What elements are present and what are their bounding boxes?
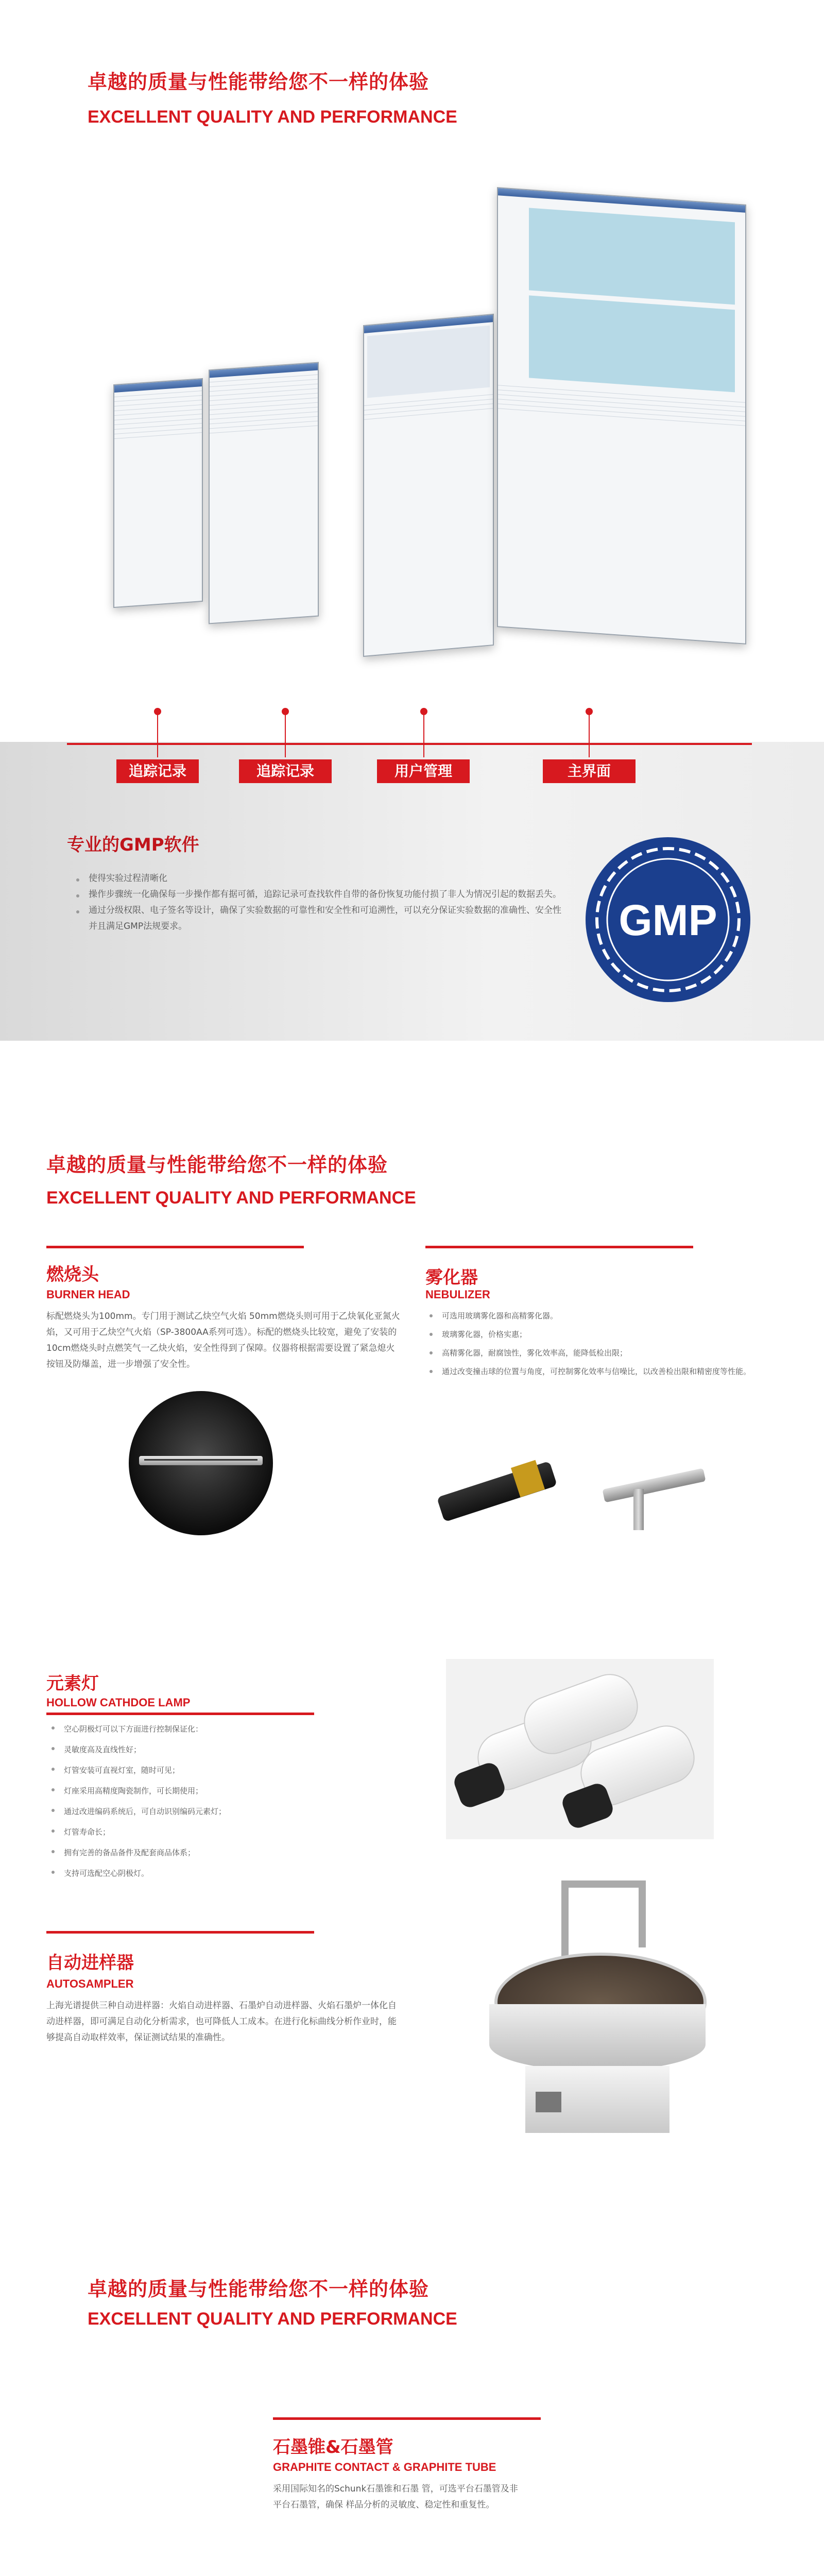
lamp-bullet: 空心阴极灯可以下方面进行控制保证化： [47, 1719, 408, 1739]
tag-stem-2 [285, 711, 286, 757]
nebulizer-subtitle: NEBULIZER [425, 1288, 490, 1301]
burner-text: 标配燃烧头为100mm。专门用于测试乙炔空气火焰 50mm燃烧头则可用于乙炔氧化亚氮火焰，又可用于乙炔空气火焰（SP-3800AA系列可选）。标配的燃烧头比较宽，避免了安装的10cm燃烧头时点燃笑气一乙炔火焰，安全性得到了保障。仪器将根据需要设置了紧急熄火按钮及防爆盖，进一步增强了安全性。 [46, 1311, 400, 1369]
section3-title-en: EXCELLENT QUALITY AND PERFORMANCE [88, 2309, 457, 2329]
screenshot-main-interface [497, 187, 746, 645]
lamp-bullet: 灯管安装可直视灯室，随时可见； [47, 1760, 408, 1781]
nebulizer-title: 雾化器 [425, 1267, 478, 1288]
graphite-title: 石墨锥&石墨管 [273, 2437, 393, 2458]
graphite-text: 采用国际知名的Schunk石墨锥和石墨 管，可选平台石墨管及非平台石墨管，确保 样品分析的灵敏度、稳定性和重复性。 [273, 2484, 518, 2510]
lamp-photo [446, 1659, 714, 1839]
nebulizer-bullet: 玻璃雾化器，价格实惠； [425, 1325, 755, 1344]
nebulizer-bullets [425, 1307, 755, 1381]
screenshot-tracking-1 [113, 378, 203, 608]
tag-stem-3 [423, 711, 424, 757]
lamp-underline [46, 1713, 314, 1715]
lamp-bullets [47, 1719, 408, 1884]
lamp-bullet: 通过改进编码系统后，可自动识别编码元素灯； [47, 1801, 408, 1822]
software-screenshots [103, 196, 752, 680]
lamp-bullet: 支持可选配空心阴极灯。 [47, 1863, 408, 1884]
tag-dot-3 [420, 708, 427, 715]
screenshot-tracking-2 [209, 362, 319, 624]
nebulizer-photo [438, 1458, 726, 1546]
burner-title: 燃烧头 [46, 1264, 99, 1285]
nebulizer-bullet: 通过改变撞击球的位置与角度，可控制雾化效率与信噪比，以改善检出限和精密度等性能。 [425, 1362, 755, 1381]
lamp-title: 元素灯 [46, 1673, 99, 1694]
screenshot-user-management [363, 314, 494, 657]
tag-dot-2 [282, 708, 289, 715]
section1-title-en: EXCELLENT QUALITY AND PERFORMANCE [88, 107, 457, 127]
tag-stem-1 [157, 711, 158, 757]
autosampler-photo [484, 1875, 716, 2143]
tag-dot-4 [586, 708, 593, 715]
tag-dot-1 [154, 708, 161, 715]
autosampler-title: 自动进样器 [46, 1953, 134, 1973]
autosampler-subtitle: AUTOSAMPLER [46, 1977, 134, 1990]
gmp-bullet: 通过分级权限、电子签名等设计，确保了实验数据的可靠性和安全性和可追溯性，可以充分保证实验数据的准确性、安全性并且满足GMP法规要求。 [72, 903, 561, 935]
gmp-badge-text: GMP [619, 896, 717, 944]
nebulizer-underline [425, 1246, 693, 1248]
autosampler-underline [46, 1931, 314, 1934]
section2-title-en: EXCELLENT QUALITY AND PERFORMANCE [46, 1188, 416, 1208]
lamp-bullet: 灯管寿命长； [47, 1822, 408, 1842]
tag-user-management: 用户管理 [377, 759, 470, 783]
lamp-bullet: 灯座采用高精度陶瓷制作，可长期使用； [47, 1781, 408, 1801]
burner-subtitle: BURNER HEAD [46, 1288, 130, 1301]
autosampler-text: 上海光谱提供三种自动进样器：火焰自动进样器、石墨炉自动进样器、火焰石墨炉一体化自动进样器，即可满足自动化分析需求，也可降低人工成本。在进行化标曲线分析作业时，能够提高自动取样效率，保证测试结果的准确性。 [46, 2001, 397, 2043]
burner-underline [46, 1246, 304, 1248]
gmp-bullet: 操作步骤统一化确保每一步操作都有据可循，追踪记录可查找软件自带的备份恢复功能付损了非人为情况引起的数据丢失。 [72, 887, 561, 903]
tag-main-interface: 主界面 [543, 759, 636, 783]
lamp-bullet: 灵敏度高及直线性好； [47, 1739, 408, 1760]
nebulizer-bullet: 高精雾化器，耐腐蚀性，雾化效率高，能降低检出限； [425, 1344, 755, 1362]
gmp-bullets [72, 871, 561, 935]
tag-connector-line [67, 743, 752, 745]
gmp-bullet: 使得实验过程清晰化 [72, 871, 561, 887]
nebulizer-bullet: 可选用玻璃雾化器和高精雾化器。 [425, 1307, 755, 1325]
graphite-underline [273, 2417, 541, 2420]
section3-title-cn: 卓越的质量与性能带给您不一样的体验 [88, 2278, 430, 2300]
section2-title-cn: 卓越的质量与性能带给您不一样的体验 [46, 1154, 388, 1176]
burner-head-photo [129, 1391, 273, 1535]
section1-title-cn: 卓越的质量与性能带给您不一样的体验 [88, 71, 430, 93]
gmp-title: 专业的GMP软件 [67, 835, 199, 855]
tag-tracking-record-1: 追踪记录 [116, 759, 199, 783]
lamp-bullet: 拥有完善的备品备件及配套商品体系； [47, 1842, 408, 1863]
tag-stem-4 [589, 711, 590, 757]
tag-tracking-record-2: 追踪记录 [239, 759, 332, 783]
graphite-subtitle: GRAPHITE CONTACT & GRAPHITE TUBE [273, 2461, 496, 2473]
gmp-badge-icon [583, 835, 753, 1005]
lamp-subtitle: HOLLOW CATHDOE LAMP [46, 1696, 191, 1709]
